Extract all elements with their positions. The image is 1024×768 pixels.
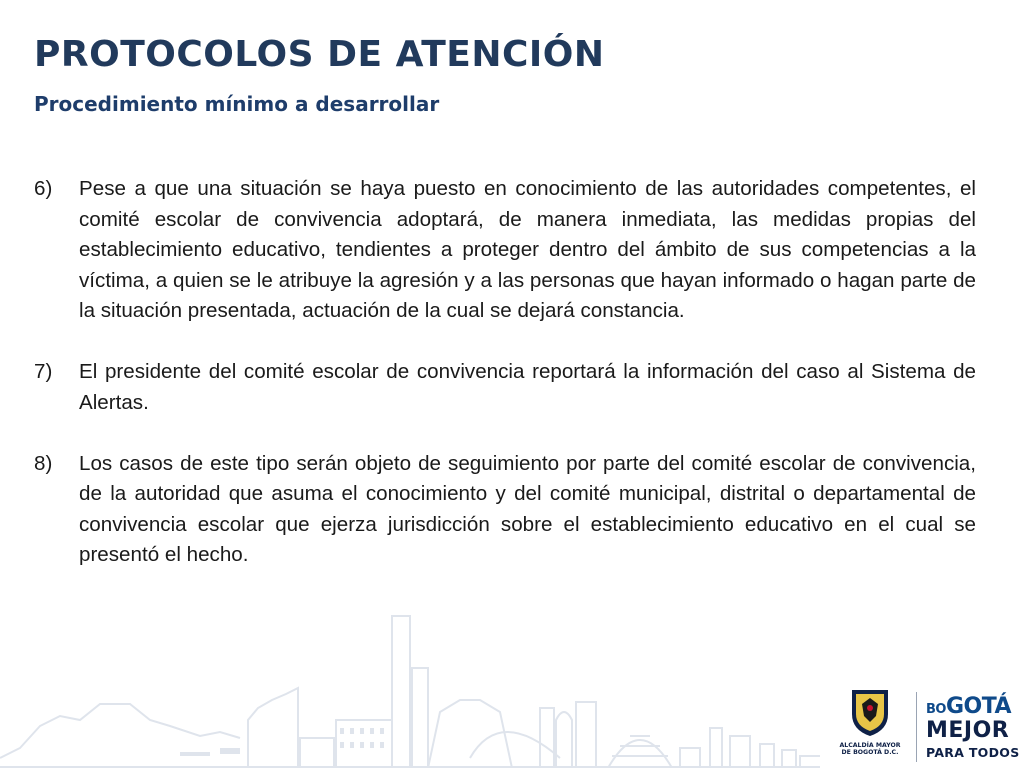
page-subtitle: Procedimiento mínimo a desarrollar — [34, 92, 440, 116]
brand-para-todos: PARA TODOS — [926, 745, 1020, 760]
brand-bogota: BOGOTÁ — [926, 694, 1012, 719]
city-skyline-illustration — [0, 608, 820, 768]
bogota-coat-of-arms-icon — [836, 684, 904, 740]
item-number: 7) — [34, 360, 53, 383]
procedure-item-7 — [34, 357, 976, 418]
item-number: 8) — [34, 451, 53, 475]
item-text: Los casos de este tipo serán objeto de seguimiento por parte del comité escolar de convivencia, de la autoridad que asuma el conocimiento y del comité municipal, distrital o departamental de convivencia escolar que ejerza jurisdicción sobre el establecimiento educativo en el cual se presentó el hecho. — [79, 451, 976, 566]
item-text: El presidente del comité escolar de convivencia reportará la información del caso al Sistema de Alertas. — [79, 360, 976, 414]
brand-mejor: MEJOR — [926, 718, 1010, 743]
institutional-logos — [836, 684, 1024, 768]
item-text: Pese a que una situación se haya puesto en conocimiento de las autoridades competentes, el comité escolar de convivencia adoptará, de manera inmediata, las medidas propias del establecimiento educativo, tendientes a proteger dentro del ámbito de sus competencias a la víctima, a quien se le atribuye la agresión y a las personas que hayan informado o hagan parte de la situación presentada, actuación de la cual se dejará constancia. — [79, 177, 976, 322]
procedure-item-6 — [34, 174, 976, 327]
page-title: PROTOCOLOS DE ATENCIÓN — [34, 34, 605, 75]
procedure-item-8 — [34, 449, 976, 571]
procedure-list — [34, 174, 976, 601]
logo-divider — [916, 692, 917, 762]
item-number: 6) — [34, 177, 53, 200]
alcaldia-label: ALCALDÍA MAYOR DE BOGOTÁ D.C. — [839, 742, 901, 756]
